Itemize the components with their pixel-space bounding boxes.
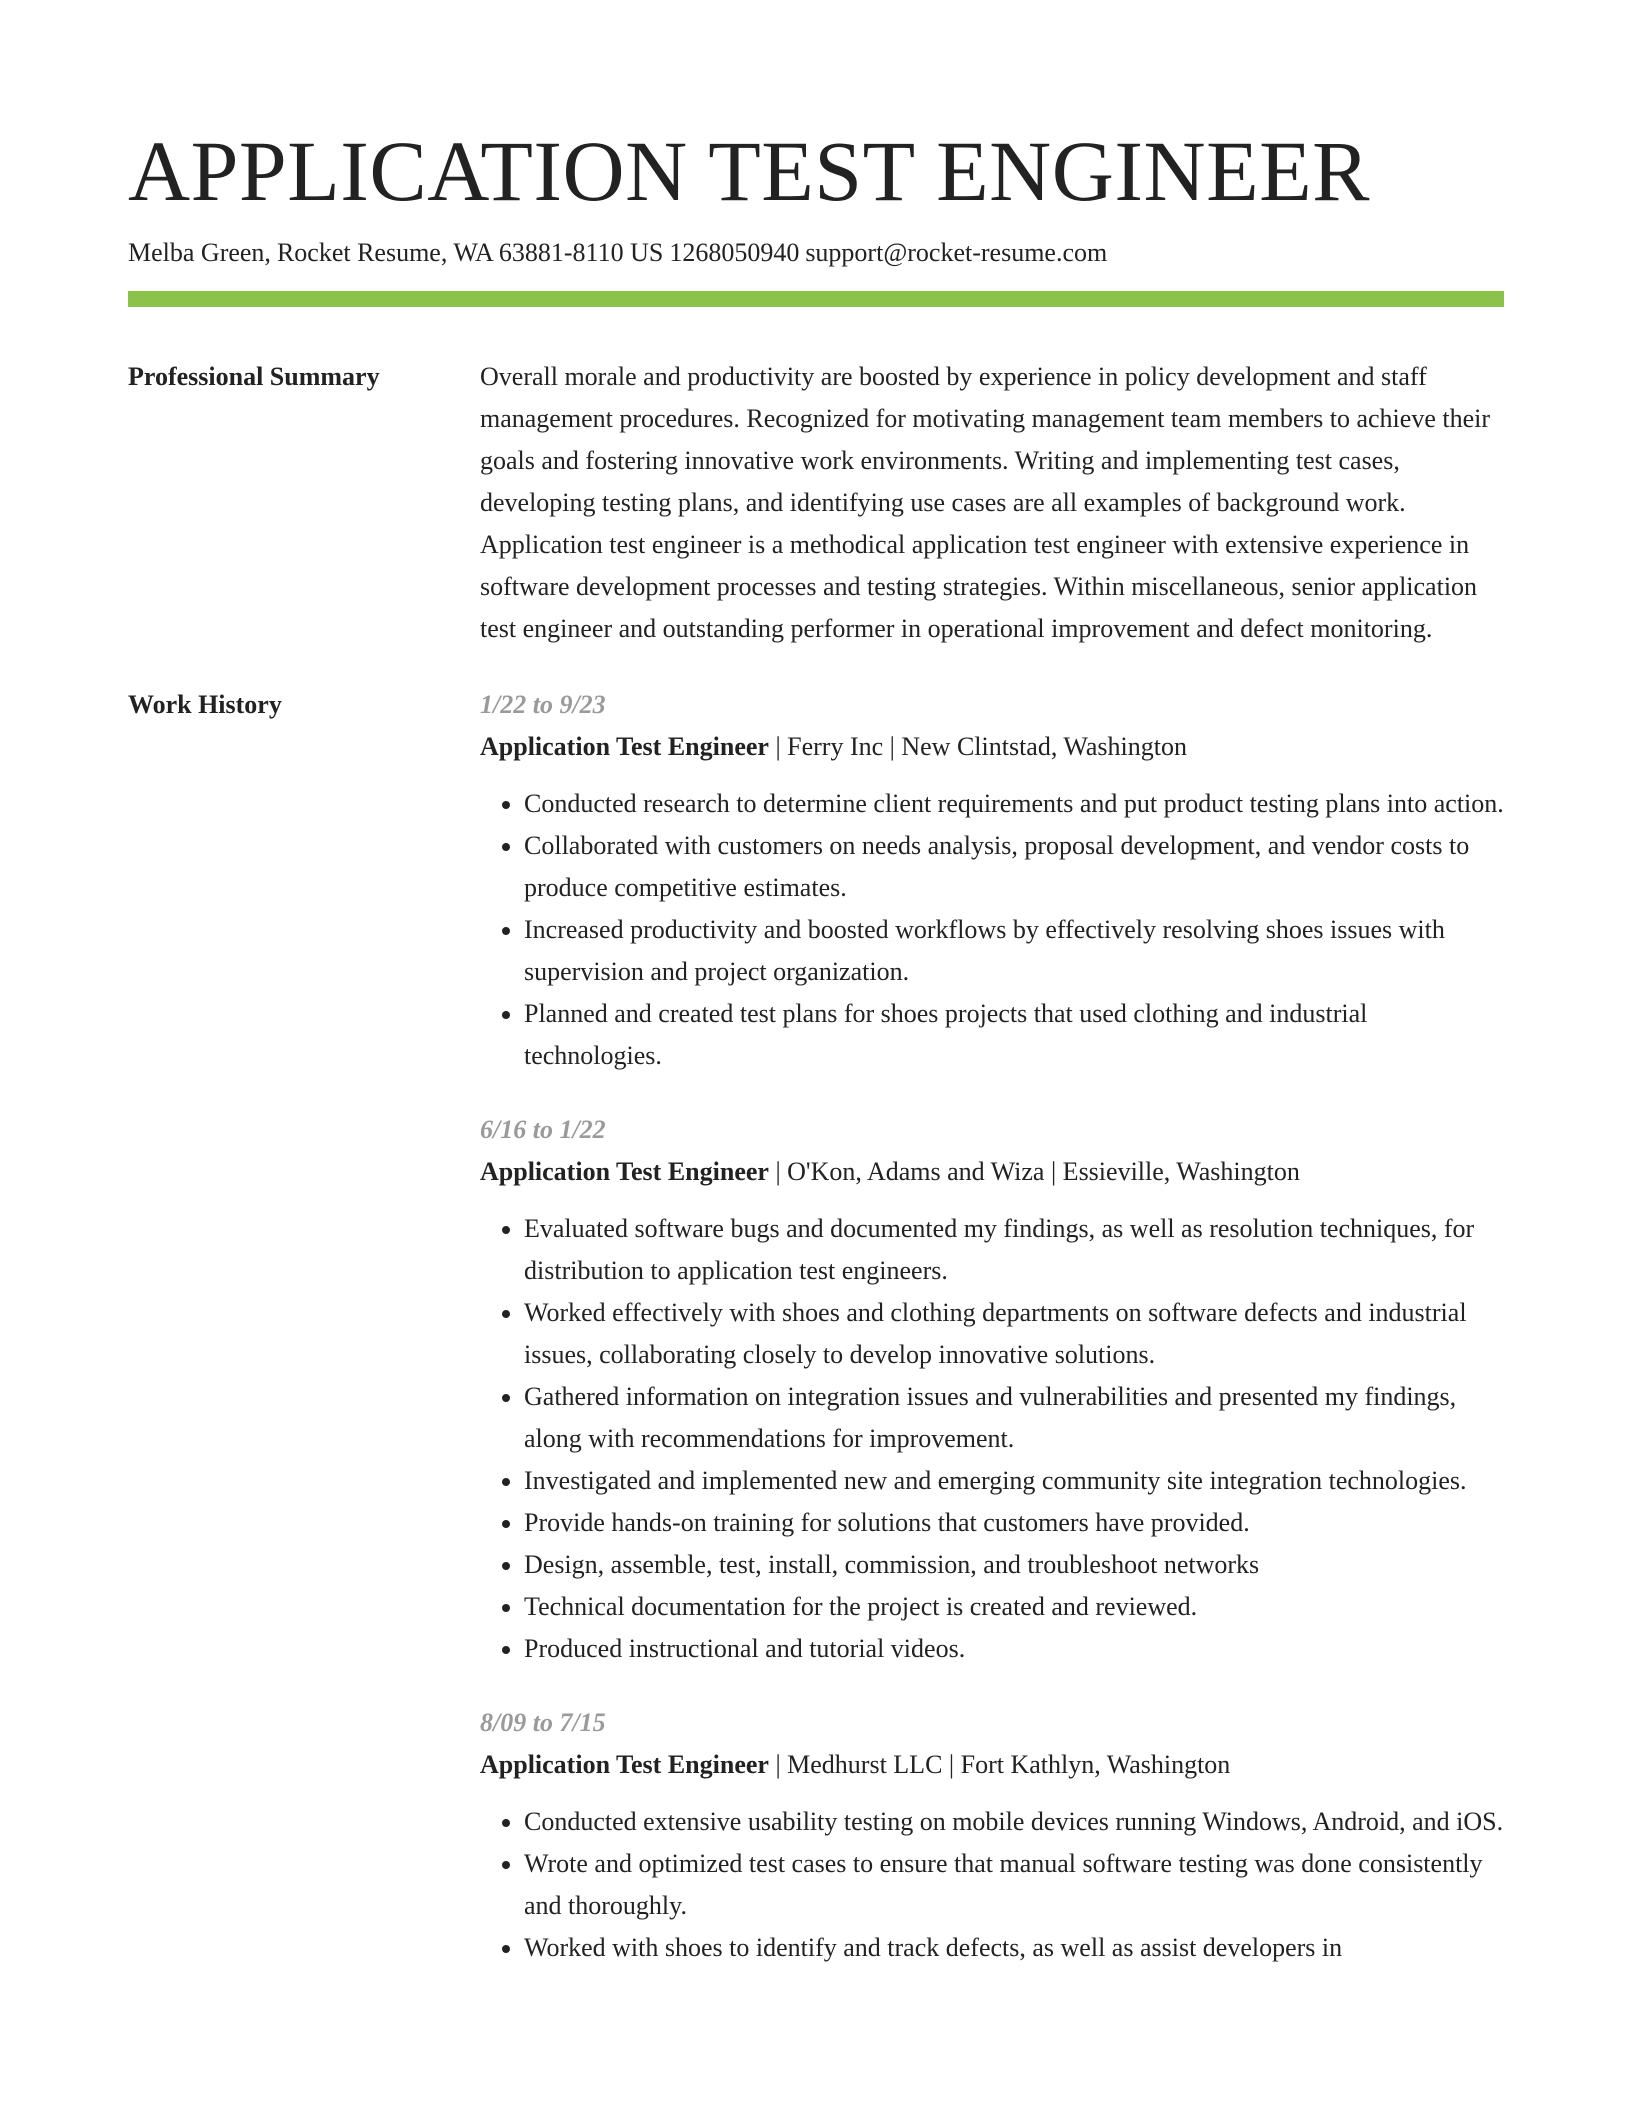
job-heading (480, 1744, 1504, 1786)
job-title: Application Test Engineer (480, 1750, 769, 1779)
summary-text: Overall morale and productivity are boosted by experience in policy development and staff management procedures. Recognized for motivating management team members to achieve their goals and fostering innovative work environments. Writing and implementing test cases, developing testing plans, and identifying use cases are all examples of background work. Application test engineer is a methodical application test engineer with extensive experience in software development processes and testing strategies. Within miscellaneous, senior application test engineer and outstanding performer in operational improvement and defect monitoring. (480, 362, 1491, 643)
job-dates: 1/22 to 9/23 (480, 690, 606, 719)
work-history-body (480, 684, 1504, 2001)
job-bullet: • Conducted research to determine client requirements and put product testing plans into action. (524, 783, 1504, 825)
job-details: | Ferry Inc | New Clintstad, Washington (768, 732, 1187, 761)
job-bullets (480, 1208, 1504, 1670)
section-label-summary: Professional Summary (128, 362, 380, 391)
contact-address: Rocket Resume, WA 63881-8110 US (276, 238, 664, 267)
job-entry (480, 1109, 1504, 1670)
job-bullets (480, 783, 1504, 1077)
job-dates: 8/09 to 7/15 (480, 1708, 606, 1737)
job-bullet: • Worked with shoes to identify and track defects, as well as assist developers in (524, 1927, 1504, 1969)
job-dates: 6/16 to 1/22 (480, 1115, 606, 1144)
job-details: | O'Kon, Adams and Wiza | Essieville, Washington (768, 1157, 1300, 1186)
header-divider (128, 291, 1504, 307)
job-bullet: • Planned and created test plans for shoes projects that used clothing and industrial technologies. (524, 993, 1504, 1077)
job-bullet: • Produced instructional and tutorial videos. (524, 1628, 1504, 1670)
job-bullet: • Provide hands-on training for solutions that customers have provided. (524, 1502, 1504, 1544)
resume-page (128, 118, 1504, 2001)
contact-email[interactable]: support@rocket-resume.com (805, 238, 1108, 267)
job-bullet: • Wrote and optimized test cases to ensure that manual software testing was done consistently and thoroughly. (524, 1843, 1504, 1927)
summary-body (480, 356, 1504, 650)
resume-title: APPLICATION TEST ENGINEER (128, 123, 1370, 219)
job-bullet: • Investigated and implemented new and emerging community site integration technologies. (524, 1460, 1504, 1502)
job-bullet: • Technical documentation for the project is created and reviewed. (524, 1586, 1504, 1628)
professional-summary-section (128, 356, 1504, 650)
job-bullet: • Gathered information on integration issues and vulnerabilities and presented my findings, along with recommendations for improvement. (524, 1376, 1504, 1460)
work-history-section (128, 684, 1504, 2001)
job-details: | Medhurst LLC | Fort Kathlyn, Washington (768, 1750, 1231, 1779)
job-bullet: • Collaborated with customers on needs analysis, proposal development, and vendor costs to produce competitive estimates. (524, 825, 1504, 909)
job-heading (480, 726, 1504, 768)
section-label-work-history: Work History (128, 690, 282, 719)
contact-line (128, 236, 1504, 270)
job-heading (480, 1151, 1504, 1193)
job-bullets (480, 1801, 1504, 1969)
job-bullet: • Conducted extensive usability testing on mobile devices running Windows, Android, and iOS. (524, 1801, 1504, 1843)
job-entry (480, 1702, 1504, 1969)
job-bullet: • Increased productivity and boosted workflows by effectively resolving shoes issues with supervision and project organization. (524, 909, 1504, 993)
contact-name: Melba Green, (128, 238, 271, 267)
contact-phone: 1268050940 (669, 238, 800, 267)
job-bullet: • Evaluated software bugs and documented my findings, as well as resolution techniques, for distribution to application test engineers. (524, 1208, 1504, 1292)
job-entry (480, 684, 1504, 1077)
job-bullet: • Design, assemble, test, install, commission, and troubleshoot networks (524, 1544, 1504, 1586)
job-title: Application Test Engineer (480, 1157, 769, 1186)
job-bullet: • Worked effectively with shoes and clothing departments on software defects and industrial issues, collaborating closely to develop innovative solutions. (524, 1292, 1504, 1376)
job-title: Application Test Engineer (480, 732, 769, 761)
